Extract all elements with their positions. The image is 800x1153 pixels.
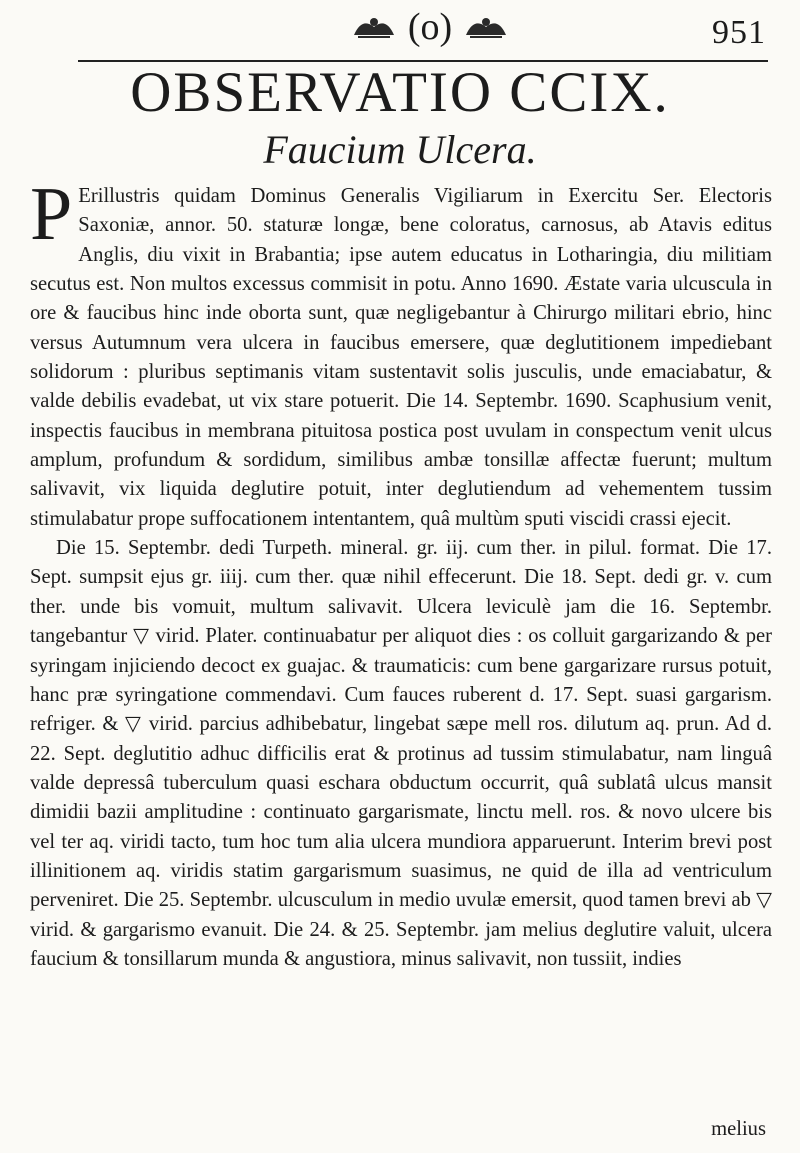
paragraph-1-text: Erillustris quidam Dominus Generalis Vigiliarum in Exercitu Ser. Electoris Saxoniæ, annor. 50. staturæ longæ, bene coloratus, carnosus, ab Atavis editus Anglis, diu vixit in Brabantia; ipse autem educatus in Lotharingia, diu militiam secutus est. Non multos excessus commisit in potu. Anno 1690. Æstate varia ulcuscula in ore & faucibus hinc inde oborta sunt, quæ negligebantur à Chirurgo militari ebrio, hinc versus Autumnum vera ulcera in faucibus emersere, quæ deglutitionem impediebant solidorum : pluribus septimanis vitam sustentavit solis jusculis, unde emaciabatur, & valde debilis evadebat, ut vix stare potuerit. Die 14. Septembr. 1690. Scaphusium venit, inspectis faucibus in membrana pituitosa postica post uvulam in conspectum venit ulcus amplum, profundum & sordidum, similibus ambæ tonsillæ affectæ fuerunt; multum salivavit, vix liquida deglutire potuit, inter deglutiendum ad vehementem tussim stimulabatur prope suffocationem intentantem, quâ multùm sputi viscidi crassi ejecit. [30, 185, 772, 530]
observation-title: OBSERVATIO CCIX. [130, 61, 670, 124]
page-number: 951 [712, 14, 766, 51]
body-text [30, 172, 772, 974]
catchword: melius [711, 1118, 766, 1140]
left-fleuron-icon [352, 13, 396, 41]
header-ornament [300, 4, 560, 50]
observation-subtitle: Faucium Ulcera. [263, 127, 537, 172]
paragraph-2: Die 15. Septembr. dedi Turpeth. mineral. gr. iij. cum ther. in pilul. format. Die 17. Sept. sumpsit ejus gr. iiij. cum ther. quæ nihil effecerunt. Die 18. Sept. dedi gr. v. cum ther. unde bis vomuit, multum salivavit. Ulcera leviculè jam die 16. Septembr. tangebantur ▽ virid. Plater. continuabatur per aliquot dies : os colluit gargarizando & per syringam injiciendo decoct ex guajac. & traumaticis: cum bene gargarizare rursus potuit, hanc præ syringatione commendavi. Cum fauces ruberent d. 17. Sept. suasi gargarism. refriger. & ▽ virid. parcius adhibebatur, lingebat sæpe mell ros. dilutum aq. prun. Ad d. 22. Sept. deglutitio adhuc difficilis erat & protinus ad tussim stimulabatur, nam linguâ valde depressâ tuberculum quasi eschara obductum occurrit, quâ sublatâ ulcus mansit dimidii bazii amplitudine : continuato gargarismate, linctu mell. ros. & novo ulcere bis vel ter aq. viridi tacto, tum hoc tum alia ulcera mundiora apparuerunt. Interim brevi post illinitionem aq. viridis statim gargarismum suasimus, ne quid de illa ad ventriculum perveniret. Die 25. Septembr. ulcusculum in medio uvulæ emersit, quod tamen brevi ab ▽ virid. & gargarismo evanuit. Die 24. & 25. Septembr. jam melius deglutire valuit, ulcera faucium & tonsillarum munda & angustiora, minus salivavit, non tussiit, indies [30, 537, 772, 970]
header-ornament-center: (o) [407, 6, 453, 48]
right-fleuron-icon [464, 13, 508, 41]
paragraph-1 [30, 172, 772, 534]
drop-cap: P [30, 172, 73, 256]
